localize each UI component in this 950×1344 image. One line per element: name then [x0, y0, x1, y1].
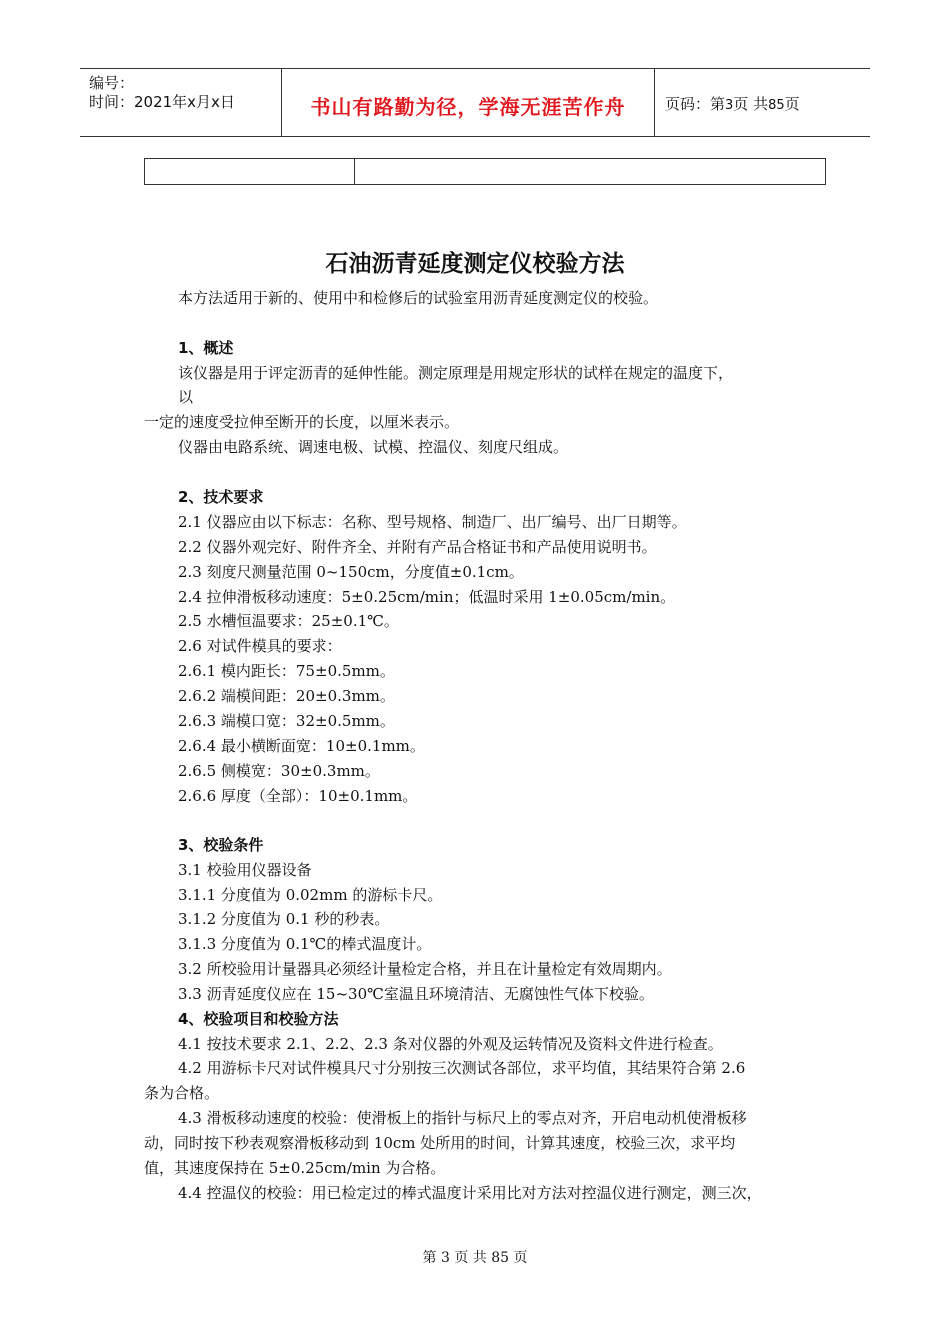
requirement-item: 2.6.3 端模口宽：32±0.5mm。 [178, 712, 395, 730]
section-1-text-line4: 仪器由电路系统、调速电极、试模、控温仪、刻度尺组成。 [178, 438, 569, 456]
requirement-item: 2.2 仪器外观完好、附件齐全、并附有产品合格证书和产品使用说明书。 [178, 538, 657, 556]
requirement-item: 2.1 仪器应由以下标志：名称、型号规格、制造厂、出厂编号、出厂日期等。 [178, 513, 687, 531]
section-1-heading: 1、概述 [178, 339, 234, 357]
condition-item: 3.3 沥青延度仪应在 15~30℃室温且环境清洁、无腐蚀性气体下校验。 [178, 985, 654, 1003]
method-4-3-line3: 值，其速度保持在 5±0.25cm/min 为合格。 [144, 1159, 446, 1177]
header-page-suffix: 页 [784, 95, 800, 113]
header-page-info [665, 93, 800, 114]
method-4-3-line2: 动，同时按下秒表观察滑板移动到 10cm 处所用的时间，计算其速度，校验三次，求平均 [144, 1134, 736, 1152]
section-2-heading: 2、技术要求 [178, 488, 264, 506]
condition-item: 3.2 所校验用计量器具必须经计量检定合格，并且在计量检定有效周期内。 [178, 960, 672, 978]
requirement-item: 2.6.5 侧模宽：30±0.3mm。 [178, 762, 380, 780]
requirement-item: 2.5 水槽恒温要求：25±0.1℃。 [178, 612, 399, 630]
header-meta-cell [80, 69, 282, 136]
empty-table [144, 158, 826, 185]
condition-item: 3.1.2 分度值为 0.1 秒的秒表。 [178, 910, 390, 928]
intro-paragraph: 本方法适用于新的、使用中和检修后的试验室用沥青延度测定仪的校验。 [178, 289, 659, 307]
header-page-current: 3 [725, 98, 734, 113]
method-4-1: 4.1 按技术要求 2.1、2.2、2.3 条对仪器的外观及运转情况及资料文件进行检查。 [178, 1035, 723, 1053]
method-4-2-line2: 条为合格。 [144, 1084, 220, 1102]
header-page-prefix: 页码：第 [665, 95, 726, 113]
header-motto: 书山有路勤为径，学海无涯苦作舟 [310, 95, 626, 119]
requirement-item: 2.4 拉伸滑板移动速度：5±0.25cm/min；低温时采用 1±0.05cm/min。 [178, 588, 676, 606]
document-header [80, 68, 870, 137]
footer-total-pages: 85 [491, 1250, 510, 1266]
section-4-heading: 4、校验项目和校验方法 [178, 1010, 339, 1028]
method-4-4-line1: 4.4 控温仪的校验：用已检定过的棒式温度计采用比对方法对控温仪进行测定，测三次， [178, 1184, 762, 1202]
footer-middle: 页 共 [454, 1250, 487, 1266]
section-3-heading: 3、校验条件 [178, 836, 264, 854]
footer-prefix: 第 [422, 1250, 437, 1266]
requirement-item: 2.3 刻度尺测量范围 0~150cm，分度值±0.1cm。 [178, 563, 524, 581]
document-number-label: 编号： [89, 74, 135, 92]
condition-item: 3.1 校验用仪器设备 [178, 861, 312, 879]
method-4-3-line1: 4.3 滑板移动速度的校验：使滑板上的指针与标尺上的零点对齐，开启电动机使滑板移 [178, 1109, 747, 1127]
header-page-cell [655, 69, 870, 136]
document-title: 石油沥青延度测定仪校验方法 [325, 251, 625, 277]
header-motto-cell [282, 69, 655, 136]
method-4-2-line1: 4.2 用游标卡尺对试件模具尺寸分别按三次测试各部位，求平均值，其结果符合第 2.6 [178, 1059, 746, 1077]
condition-item: 3.1.3 分度值为 0.1℃的棒式温度计。 [178, 935, 432, 953]
footer-current-page: 3 [440, 1250, 450, 1266]
footer-suffix: 页 [513, 1250, 528, 1266]
document-time-label: 时间：2021年x月x日 [89, 93, 235, 111]
requirement-item: 2.6.4 最小横断面宽：10±0.1mm。 [178, 737, 425, 755]
requirement-item: 2.6 对试件模具的要求： [178, 637, 342, 655]
requirement-item: 2.6.6 厚度（全部）：10±0.1mm。 [178, 787, 418, 805]
section-1-text-line2: 以 [178, 388, 194, 406]
header-page-total: 85 [768, 98, 785, 113]
header-page-middle: 页 共 [733, 95, 769, 113]
section-1-text-line3: 一定的速度受拉伸至断开的长度，以厘米表示。 [144, 413, 460, 431]
requirement-item: 2.6.1 模内距长：75±0.5mm。 [178, 662, 395, 680]
condition-item: 3.1.1 分度值为 0.02mm 的游标卡尺。 [178, 886, 443, 904]
table-divider [354, 159, 355, 184]
requirement-item: 2.6.2 端模间距：20±0.3mm。 [178, 687, 395, 705]
section-1-text-line1: 该仪器是用于评定沥青的延伸性能。测定原理是用规定形状的试样在规定的温度下， [178, 364, 734, 382]
page-footer [0, 1247, 950, 1267]
